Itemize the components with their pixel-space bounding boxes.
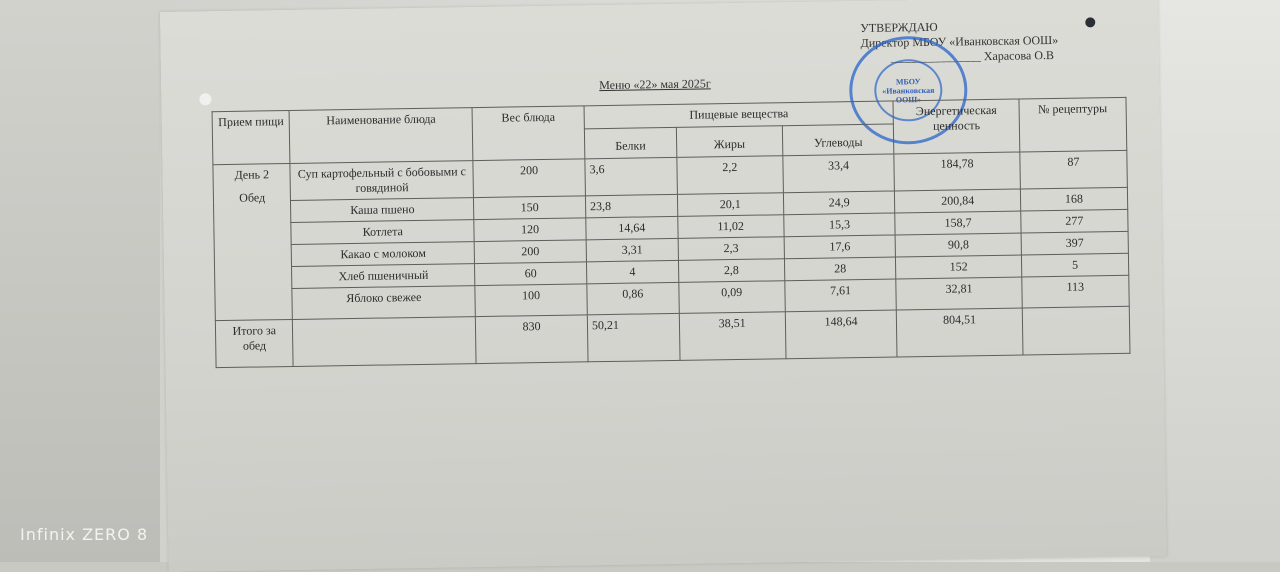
dish-cell: Суп картофельный с бобовыми с говядиной — [290, 161, 473, 201]
total-weight: 830 — [475, 315, 588, 364]
weight-cell: 200 — [474, 240, 586, 264]
protein-cell: 23,8 — [585, 194, 677, 217]
dish-cell: Хлеб пшеничный — [292, 264, 475, 289]
approval-line-1: УТВЕРЖДАЮ — [860, 19, 938, 36]
recipe-cell: 168 — [1020, 187, 1127, 211]
carbs-cell: 17,6 — [784, 235, 896, 259]
meal-name: Обед — [239, 190, 266, 205]
energy-cell: 90,8 — [896, 233, 1022, 257]
wall-right — [1150, 0, 1280, 562]
weight-cell: 150 — [474, 196, 586, 220]
stamp-line-1: МБОУ — [895, 76, 921, 86]
weight-cell: 60 — [475, 262, 587, 286]
recipe-cell: 397 — [1021, 231, 1128, 255]
fat-cell: 11,02 — [677, 215, 783, 239]
carbs-cell: 7,61 — [785, 279, 897, 312]
header-protein: Белки — [584, 127, 676, 158]
approval-line-2: Директор МБОУ «Иванковская ООШ» — [860, 32, 1059, 50]
total-dish — [293, 317, 476, 367]
recipe-cell: 113 — [1022, 275, 1130, 308]
recipe-cell: 5 — [1021, 253, 1128, 277]
total-fat: 38,51 — [679, 312, 786, 361]
menu-sheet — [160, 0, 1167, 572]
menu-table — [212, 94, 1131, 368]
energy-cell: 184,78 — [894, 152, 1020, 191]
wall-left — [0, 0, 160, 562]
dish-cell: Какао с молоком — [292, 242, 475, 267]
dish-cell: Каша пшено — [291, 198, 474, 223]
fat-cell: 0,09 — [679, 281, 786, 314]
total-energy: 804,51 — [897, 308, 1023, 357]
meal-day: День 2 — [234, 167, 270, 182]
recipe-cell: 277 — [1021, 209, 1128, 233]
approval-line-3: _______________ Харасова О.В — [890, 47, 1055, 65]
dish-cell: Яблоко свежее — [292, 286, 475, 320]
header-dish: Наименование блюда — [290, 108, 473, 164]
header-carbs: Углеводы — [782, 124, 894, 156]
menu-title: Меню «22» мая 2025г — [599, 76, 711, 93]
stamp-line-3: ООШ» — [895, 94, 922, 104]
fat-cell: 2,3 — [678, 237, 784, 261]
recipe-cell: 87 — [1020, 150, 1128, 189]
fat-cell: 20,1 — [677, 193, 783, 217]
energy-cell: 152 — [896, 255, 1022, 279]
energy-cell: 158,7 — [895, 211, 1021, 235]
total-carbs: 148,64 — [785, 310, 897, 359]
carbs-cell: 28 — [784, 257, 896, 281]
weight-cell: 120 — [474, 218, 586, 242]
protein-cell: 14,64 — [586, 216, 678, 239]
stamp-line-2: «Иванковская — [882, 85, 935, 96]
total-label: Итого за обед — [215, 319, 293, 367]
header-weight: Вес блюда — [472, 106, 585, 161]
protein-cell: 4 — [586, 260, 678, 283]
protein-cell: 3,31 — [586, 238, 678, 261]
energy-cell: 200,84 — [895, 189, 1021, 213]
weight-cell: 100 — [475, 284, 587, 317]
meal-cell — [213, 163, 293, 320]
carbs-cell: 15,3 — [784, 213, 896, 237]
pin-left — [199, 93, 211, 105]
total-recipe — [1022, 306, 1130, 355]
fat-cell: 2,2 — [677, 156, 784, 195]
total-protein: 50,21 — [587, 313, 679, 361]
carbs-cell: 33,4 — [783, 154, 895, 193]
protein-cell: 3,6 — [585, 157, 677, 195]
header-nutrients: Пищевые вещества — [584, 101, 894, 129]
camera-watermark: Infinix ZERO 8 — [20, 525, 149, 544]
header-recipe: № рецептуры — [1019, 97, 1127, 152]
carbs-cell: 24,9 — [783, 191, 895, 215]
header-energy: Энергетическая ценность — [893, 99, 1019, 154]
header-fat: Жиры — [676, 126, 783, 158]
weight-cell: 200 — [473, 159, 585, 198]
protein-cell: 0,86 — [587, 282, 679, 314]
energy-cell: 32,81 — [896, 277, 1022, 310]
dish-cell: Котлета — [291, 220, 474, 245]
header-meal: Прием пищи — [212, 110, 290, 164]
fat-cell: 2,8 — [678, 259, 784, 283]
